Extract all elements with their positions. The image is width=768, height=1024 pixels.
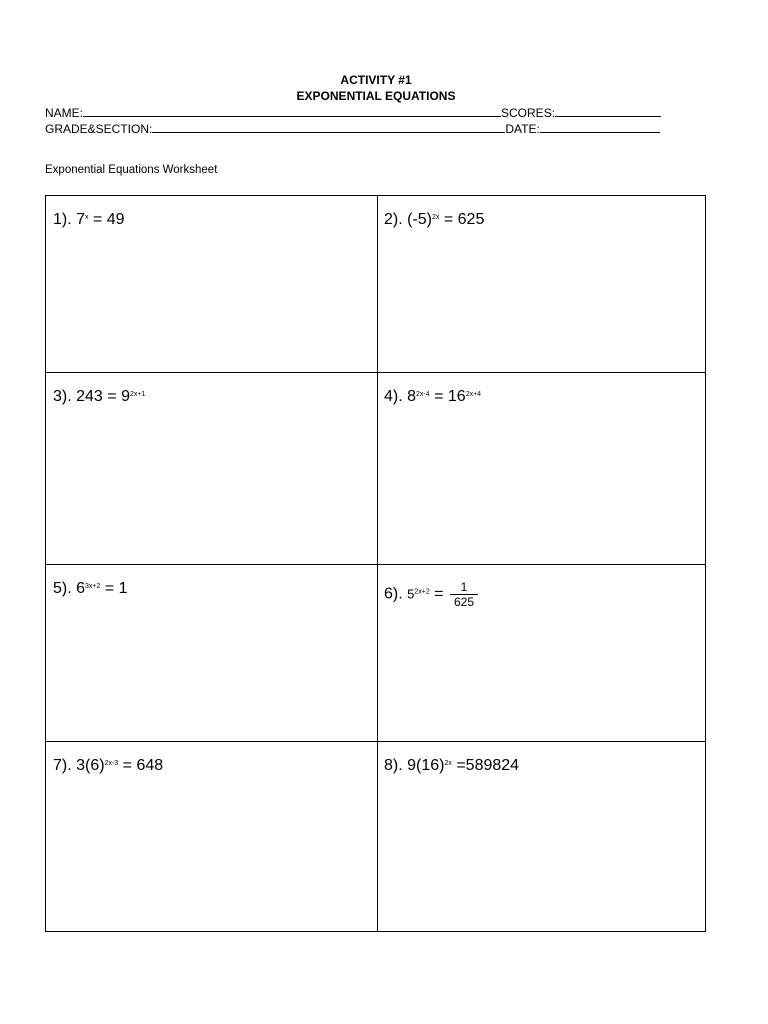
- grid-divider-row-2: [46, 564, 705, 565]
- equation-exponent: 2x-4: [416, 391, 430, 398]
- grade-section-label: GRADE&SECTION:: [45, 122, 153, 136]
- problem-number: 1).: [53, 211, 72, 228]
- name-blank[interactable]: [83, 104, 501, 117]
- grid-divider-row-1: [46, 372, 705, 373]
- problem-number: 8).: [384, 757, 403, 774]
- activity-title: ACTIVITY #1: [340, 73, 412, 87]
- equation-exponent: 2x+2: [414, 588, 430, 596]
- equation-base: 3(6): [76, 757, 105, 774]
- grade-section-row: [45, 120, 660, 136]
- fraction-denominator: 625: [450, 594, 478, 609]
- equation-exponent: 2x+1: [129, 391, 146, 398]
- problem-number: 3).: [53, 388, 72, 405]
- problem-5[interactable]: [53, 580, 128, 598]
- equation-rhs-base: = 16: [429, 388, 466, 405]
- equation-base: 6: [76, 580, 86, 597]
- scores-label: SCORES:: [501, 106, 556, 120]
- name-label: NAME:: [45, 106, 84, 120]
- equation-equals: =: [429, 585, 448, 603]
- equation-rhs: = 1: [100, 580, 128, 597]
- problem-number: 6).: [384, 585, 403, 603]
- equation-rhs: = 648: [118, 757, 164, 774]
- equation-base: 9(16): [407, 757, 445, 774]
- equation-base: 9: [121, 388, 130, 405]
- equation-base: 5: [407, 586, 415, 602]
- equation-rhs: = 49: [88, 211, 125, 228]
- equation-exponent: 2x-3: [104, 760, 119, 767]
- problem-8[interactable]: [384, 757, 519, 775]
- equation-exponent: 2x: [432, 214, 440, 221]
- grid-divider-row-3: [46, 741, 705, 742]
- fraction: [450, 580, 478, 609]
- problems-grid: [45, 195, 706, 932]
- equation-base: (-5): [407, 211, 433, 228]
- equation-base: 7: [76, 211, 86, 228]
- scores-blank[interactable]: [555, 104, 661, 117]
- grade-section-blank[interactable]: [152, 120, 505, 133]
- problem-number: 4).: [384, 388, 403, 405]
- problem-1[interactable]: [53, 211, 125, 229]
- equation-lhs: 243 =: [76, 388, 122, 405]
- fraction-numerator: 1: [460, 580, 468, 594]
- equation-exponent: 2x: [444, 760, 452, 767]
- problem-number: 7).: [53, 757, 72, 774]
- equation-exponent: 3x+2: [85, 583, 101, 590]
- problem-2[interactable]: [384, 211, 484, 229]
- topic-title: EXPONENTIAL EQUATIONS: [296, 89, 456, 103]
- problem-7[interactable]: [53, 757, 163, 775]
- problem-number: 2).: [384, 211, 403, 228]
- equation-rhs: =589824: [451, 757, 520, 774]
- equation-rhs-exponent: 2x+4: [465, 391, 482, 398]
- date-blank[interactable]: [540, 120, 660, 133]
- problem-number: 5).: [53, 580, 72, 597]
- equation-rhs: = 625: [439, 211, 485, 228]
- equation-exponent: x: [85, 214, 89, 221]
- equation-base: 8: [407, 388, 417, 405]
- problem-6[interactable]: [384, 580, 478, 609]
- problem-4[interactable]: [384, 388, 481, 406]
- problem-3[interactable]: [53, 388, 145, 406]
- worksheet-title: Exponential Equations Worksheet: [45, 164, 218, 176]
- name-row: [45, 104, 661, 120]
- date-label: DATE:: [505, 122, 540, 136]
